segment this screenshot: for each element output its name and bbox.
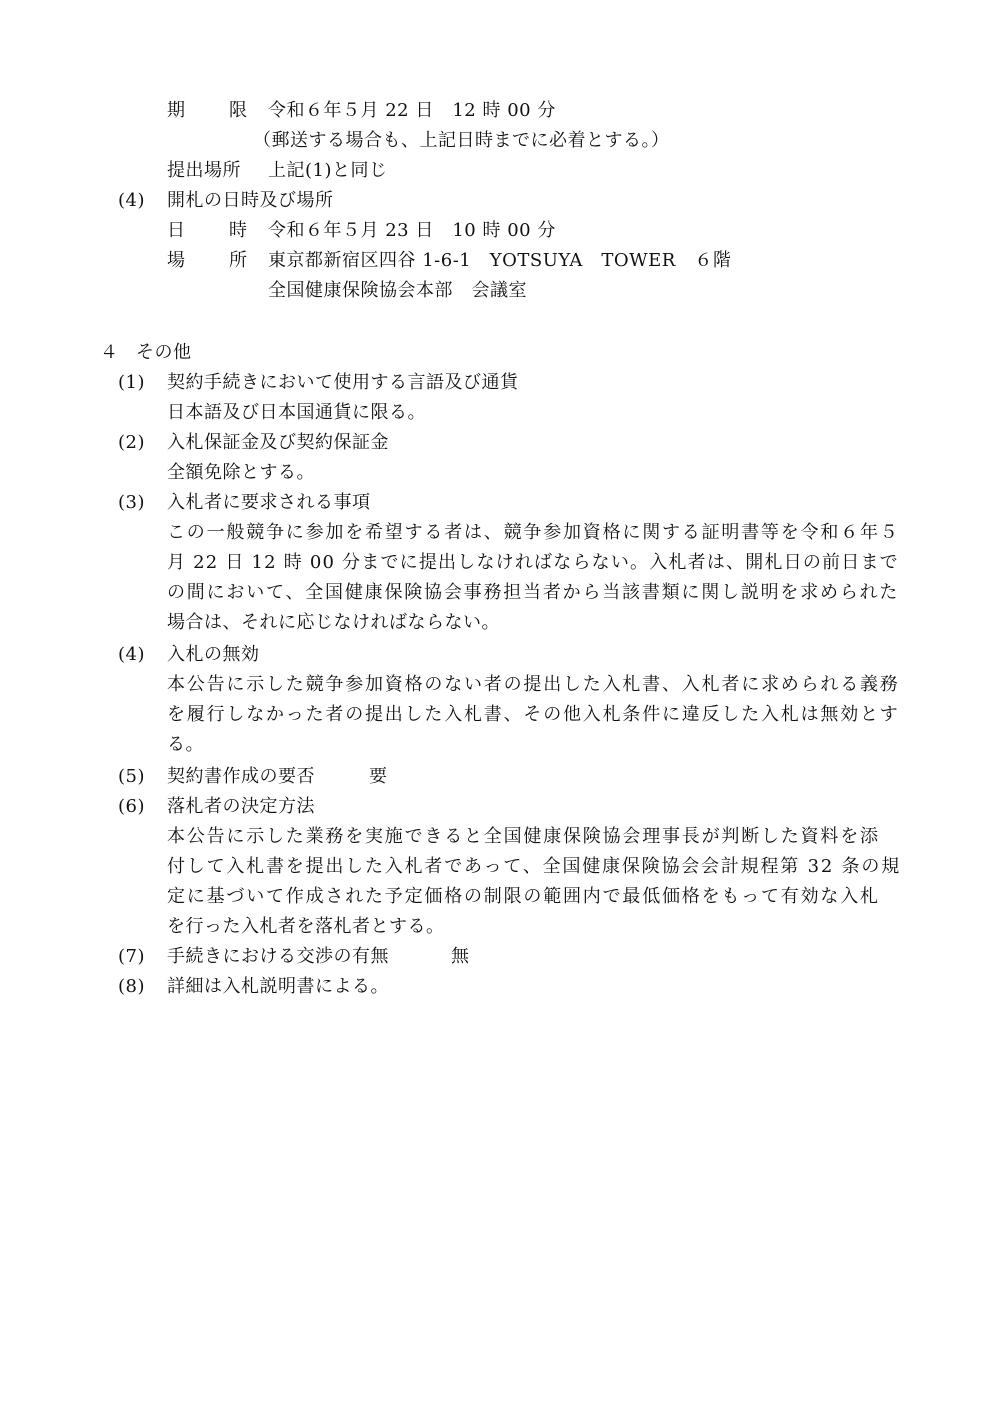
item-title: 契約手続きにおいて使用する言語及び通貨 — [167, 372, 519, 393]
opening-title: 開札の日時及び場所 — [167, 190, 334, 211]
item-line: 場合は、それに応じなければならない。 — [167, 612, 500, 633]
item-line: の間において、全国健康保険協会事務担当者から当該書類に関し説明を求められた — [167, 582, 900, 603]
submission-place-label: 提出場所 — [167, 160, 241, 181]
item-line: 本公告に示した業務を実施できると全国健康保険協会理事長が判断した資料を添 — [167, 826, 880, 847]
item-number: (3) — [118, 492, 145, 513]
opening-place-value-2: 全国健康保険協会本部 会議室 — [268, 280, 527, 301]
opening-datetime-label-1: 日 — [167, 220, 186, 241]
item-line: 日本語及び日本国通貨に限る。 — [167, 402, 426, 423]
opening-place-label-2: 所 — [229, 250, 248, 271]
opening-number: (4) — [118, 190, 145, 211]
item-number: (4) — [118, 644, 145, 665]
item-number: (7) — [118, 946, 145, 967]
item-line: 本公告に示した競争参加資格のない者の提出した入札書、入札者に求められる義務 — [167, 674, 900, 695]
item-line: 付して入札書を提出した入札者であって、全国健康保険協会会計規程第 32 条の規 — [167, 856, 902, 877]
item-answer: 無 — [451, 946, 470, 967]
item-title: 手続きにおける交渉の有無 — [167, 946, 389, 967]
section4-heading-number: ４ — [100, 342, 119, 363]
item-number: (8) — [118, 976, 145, 997]
item-title: 契約書作成の要否 — [167, 766, 315, 787]
item-title: 入札保証金及び契約保証金 — [167, 432, 389, 453]
item-answer: 要 — [369, 766, 388, 787]
item-number: (5) — [118, 766, 145, 787]
item-line: を行った入札者を落札者とする。 — [167, 916, 445, 937]
item-number: (1) — [118, 372, 145, 393]
opening-place-value-1: 東京都新宿区四谷 1-6-1 YOTSUYA TOWER ６階 — [268, 250, 732, 271]
submission-place-value: 上記(1)と同じ — [268, 160, 388, 181]
item-title: 入札者に要求される事項 — [167, 492, 371, 513]
deadline-note: （郵送する場合も、上記日時までに必着とする。） — [253, 130, 670, 151]
deadline-label-1: 期 — [167, 100, 186, 121]
deadline-label-2: 限 — [229, 100, 248, 121]
item-line: を履行しなかった者の提出した入札書、その他入札条件に違反した入札は無効とす — [167, 704, 900, 725]
section4-heading-text: その他 — [136, 342, 192, 363]
item-number: (6) — [118, 796, 145, 817]
item-number: (2) — [118, 432, 145, 453]
item-line: この一般競争に参加を希望する者は、競争参加資格に関する証明書等を令和６年５ — [167, 522, 900, 543]
opening-datetime-value: 令和６年５月 23 日 10 時 00 分 — [268, 220, 556, 241]
opening-datetime-label-2: 時 — [229, 220, 248, 241]
item-line: 月 22 日 12 時 00 分までに提出しなければならない。入札者は、開札日の前日まで — [167, 552, 899, 573]
item-line: 定に基づいて作成された予定価格の制限の範囲内で最低価格をもって有効な入札 — [167, 886, 880, 907]
item-title: 入札の無効 — [167, 644, 260, 665]
item-line: 全額免除とする。 — [167, 462, 315, 483]
opening-place-label-1: 場 — [167, 250, 186, 271]
item-title: 詳細は入札説明書による。 — [167, 976, 389, 997]
item-title: 落札者の決定方法 — [167, 796, 315, 817]
deadline-value: 令和６年５月 22 日 12 時 00 分 — [268, 100, 556, 121]
item-line: る。 — [167, 734, 204, 755]
